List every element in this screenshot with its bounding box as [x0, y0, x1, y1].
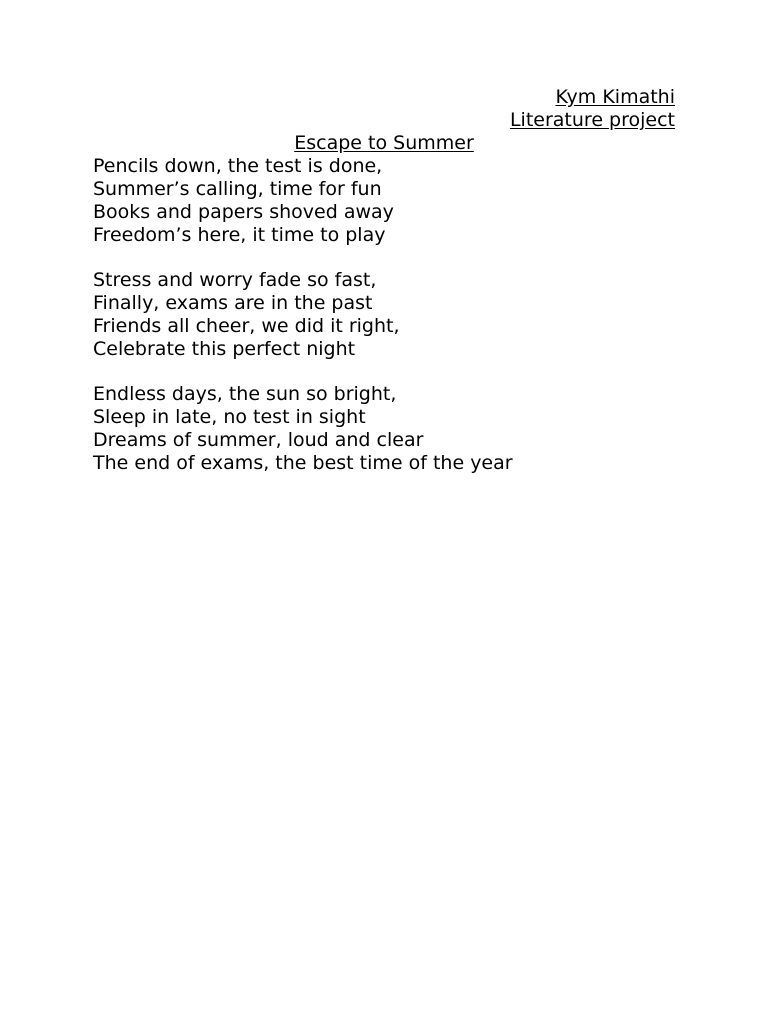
poem-line: The end of exams, the best time of the year: [93, 452, 513, 474]
poem-title: Escape to Summer: [294, 132, 474, 154]
document-header: [510, 86, 675, 132]
poem-line: Books and papers shoved away: [93, 201, 394, 223]
poem-line: Celebrate this perfect night: [93, 338, 356, 360]
poem-line: Freedom’s here, it time to play: [93, 224, 386, 246]
poem-line: Stress and worry fade so fast,: [93, 269, 377, 291]
poem-line: Endless days, the sun so bright,: [93, 383, 397, 405]
poem-title-row: [0, 132, 768, 155]
stanza: [93, 155, 513, 247]
course-label: Literature project: [509, 109, 675, 131]
poem-body: [93, 155, 513, 497]
author-name: Kym Kimathi: [555, 86, 675, 108]
poem-line: Friends all cheer, we did it right,: [93, 315, 400, 337]
poem-line: Finally, exams are in the past: [93, 292, 373, 314]
stanza: [93, 383, 513, 475]
stanza: [93, 269, 513, 361]
poem-line: Summer’s calling, time for fun: [93, 178, 382, 200]
poem-line: Dreams of summer, loud and clear: [93, 429, 424, 451]
poem-line: Pencils down, the test is done,: [93, 155, 383, 177]
poem-line: Sleep in late, no test in sight: [93, 406, 366, 428]
